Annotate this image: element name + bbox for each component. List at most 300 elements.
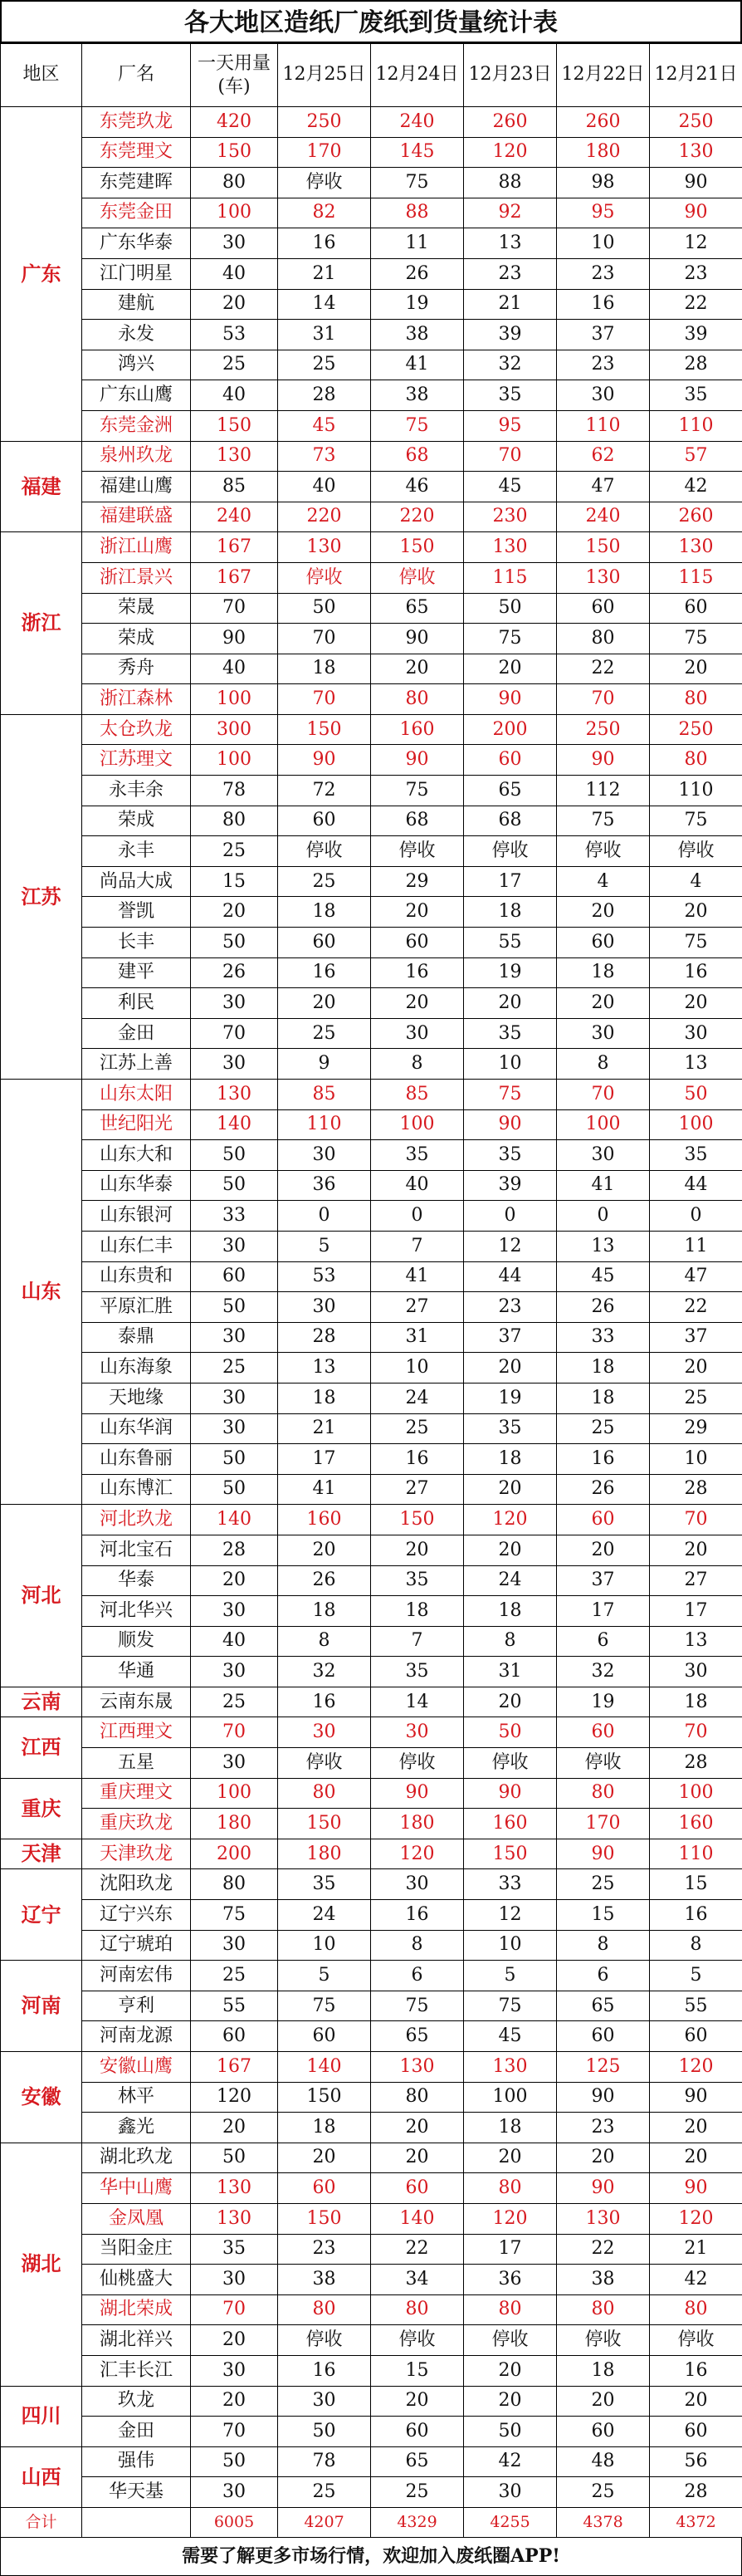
arrival-value-cell: 21 bbox=[278, 258, 371, 289]
arrival-value-cell: 30 bbox=[557, 1140, 650, 1171]
arrival-value-cell: 30 bbox=[557, 380, 650, 411]
table-row bbox=[1, 2173, 742, 2204]
arrival-value-cell: 62 bbox=[557, 441, 650, 472]
arrival-value-cell: 24 bbox=[371, 1383, 464, 1413]
daily-use-cell: 40 bbox=[191, 380, 278, 411]
arrival-value-cell: 18 bbox=[464, 897, 557, 928]
arrival-value-cell: 160 bbox=[371, 714, 464, 745]
daily-use-cell: 130 bbox=[191, 2173, 278, 2204]
daily-use-cell: 28 bbox=[191, 1535, 278, 1565]
arrival-value-cell: 停收 bbox=[278, 2325, 371, 2356]
arrival-value-cell: 46 bbox=[371, 472, 464, 502]
arrival-value-cell: 17 bbox=[464, 2234, 557, 2265]
factory-name-cell: 长丰 bbox=[82, 928, 191, 958]
table-row bbox=[1, 1748, 742, 1779]
table-row bbox=[1, 198, 742, 228]
factory-name-cell: 山东太阳 bbox=[82, 1080, 191, 1110]
factory-name-cell: 世纪阳光 bbox=[82, 1109, 191, 1140]
factory-name-cell: 重庆玖龙 bbox=[82, 1809, 191, 1839]
arrival-value-cell: 13 bbox=[650, 1049, 742, 1080]
arrival-value-cell: 20 bbox=[371, 988, 464, 1019]
arrival-value-cell: 19 bbox=[557, 1687, 650, 1717]
arrival-value-cell: 停收 bbox=[371, 2325, 464, 2356]
arrival-value-cell: 48 bbox=[557, 2446, 650, 2477]
daily-use-cell: 40 bbox=[191, 1626, 278, 1657]
factory-name-cell: 平原汇胜 bbox=[82, 1292, 191, 1323]
arrival-value-cell: 30 bbox=[371, 1869, 464, 1900]
header-date-4: 12月22日 bbox=[557, 44, 650, 107]
arrival-value-cell: 250 bbox=[650, 714, 742, 745]
arrival-value-cell: 33 bbox=[464, 1869, 557, 1900]
arrival-value-cell: 80 bbox=[464, 2294, 557, 2325]
region-cell: 广东 bbox=[1, 107, 82, 442]
factory-name-cell: 沈阳玖龙 bbox=[82, 1869, 191, 1900]
factory-name-cell: 山东华泰 bbox=[82, 1170, 191, 1201]
arrival-value-cell: 35 bbox=[371, 1657, 464, 1687]
arrival-value-cell: 停收 bbox=[650, 2325, 742, 2356]
arrival-value-cell: 停收 bbox=[278, 1748, 371, 1779]
arrival-value-cell: 38 bbox=[371, 380, 464, 411]
total-value: 4255 bbox=[464, 2507, 557, 2537]
table-row bbox=[1, 2234, 742, 2265]
arrival-value-cell: 11 bbox=[371, 228, 464, 259]
arrival-value-cell: 75 bbox=[278, 1991, 371, 2021]
arrival-value-cell: 35 bbox=[464, 380, 557, 411]
arrival-value-cell: 18 bbox=[464, 1596, 557, 1627]
arrival-value-cell: 70 bbox=[650, 1505, 742, 1535]
daily-use-cell: 300 bbox=[191, 714, 278, 745]
arrival-value-cell: 20 bbox=[650, 897, 742, 928]
arrival-value-cell: 34 bbox=[371, 2265, 464, 2295]
table-row bbox=[1, 1991, 742, 2021]
factory-name-cell: 山东博汇 bbox=[82, 1474, 191, 1505]
factory-name-cell: 华泰 bbox=[82, 1565, 191, 1596]
arrival-value-cell: 50 bbox=[650, 1080, 742, 1110]
arrival-value-cell: 16 bbox=[278, 1687, 371, 1717]
factory-name-cell: 山东银河 bbox=[82, 1201, 191, 1232]
table-row bbox=[1, 836, 742, 867]
arrival-value-cell: 250 bbox=[278, 107, 371, 138]
daily-use-cell: 100 bbox=[191, 684, 278, 715]
header-date-5: 12月21日 bbox=[650, 44, 742, 107]
arrival-value-cell: 38 bbox=[278, 2265, 371, 2295]
factory-name-cell: 尚品大成 bbox=[82, 866, 191, 897]
table-row bbox=[1, 1596, 742, 1627]
arrival-value-cell: 39 bbox=[650, 320, 742, 350]
arrival-value-cell: 110 bbox=[650, 410, 742, 441]
factory-name-cell: 泉州玖龙 bbox=[82, 441, 191, 472]
arrival-value-cell: 19 bbox=[464, 1383, 557, 1413]
arrival-value-cell: 20 bbox=[650, 2113, 742, 2143]
arrival-value-cell: 70 bbox=[278, 684, 371, 715]
arrival-value-cell: 70 bbox=[557, 684, 650, 715]
arrival-value-cell: 36 bbox=[278, 1170, 371, 1201]
factory-name-cell: 江苏上善 bbox=[82, 1049, 191, 1080]
arrival-table bbox=[0, 43, 742, 2538]
arrival-value-cell: 20 bbox=[650, 2143, 742, 2173]
arrival-value-cell: 80 bbox=[557, 624, 650, 654]
daily-use-cell: 30 bbox=[191, 988, 278, 1019]
arrival-value-cell: 停收 bbox=[557, 1748, 650, 1779]
arrival-value-cell: 85 bbox=[278, 1080, 371, 1110]
arrival-value-cell: 260 bbox=[557, 107, 650, 138]
arrival-value-cell: 20 bbox=[464, 1353, 557, 1383]
table-row bbox=[1, 2477, 742, 2508]
arrival-value-cell: 80 bbox=[278, 1778, 371, 1809]
arrival-value-cell: 200 bbox=[464, 714, 557, 745]
arrival-value-cell: 17 bbox=[650, 1596, 742, 1627]
factory-name-cell: 山东贵和 bbox=[82, 1261, 191, 1292]
daily-use-cell: 55 bbox=[191, 1991, 278, 2021]
arrival-value-cell: 13 bbox=[278, 1353, 371, 1383]
arrival-value-cell: 28 bbox=[278, 380, 371, 411]
arrival-value-cell: 55 bbox=[464, 928, 557, 958]
arrival-value-cell: 20 bbox=[371, 1535, 464, 1565]
arrival-value-cell: 18 bbox=[557, 957, 650, 988]
table-row bbox=[1, 1778, 742, 1809]
factory-name-cell: 山东鲁丽 bbox=[82, 1444, 191, 1475]
header-row bbox=[1, 44, 742, 107]
arrival-value-cell: 8 bbox=[371, 1049, 464, 1080]
arrival-value-cell: 130 bbox=[278, 532, 371, 563]
arrival-value-cell: 15 bbox=[650, 1869, 742, 1900]
arrival-value-cell: 90 bbox=[371, 624, 464, 654]
arrival-value-cell: 停收 bbox=[278, 168, 371, 198]
daily-use-cell: 30 bbox=[191, 1049, 278, 1080]
arrival-value-cell: 75 bbox=[464, 624, 557, 654]
daily-use-cell: 60 bbox=[191, 2021, 278, 2052]
daily-use-cell: 25 bbox=[191, 836, 278, 867]
table-row bbox=[1, 1049, 742, 1080]
arrival-value-cell: 8 bbox=[557, 1049, 650, 1080]
arrival-value-cell: 35 bbox=[650, 380, 742, 411]
factory-name-cell: 河北华兴 bbox=[82, 1596, 191, 1627]
total-row bbox=[1, 2507, 742, 2537]
daily-use-cell: 240 bbox=[191, 502, 278, 532]
arrival-value-cell: 35 bbox=[464, 1018, 557, 1049]
daily-use-cell: 140 bbox=[191, 1109, 278, 1140]
arrival-value-cell: 35 bbox=[650, 1140, 742, 1171]
arrival-value-cell: 75 bbox=[371, 168, 464, 198]
factory-name-cell: 江西理文 bbox=[82, 1717, 191, 1748]
daily-use-cell: 120 bbox=[191, 2082, 278, 2113]
arrival-value-cell: 130 bbox=[371, 2052, 464, 2083]
arrival-value-cell: 20 bbox=[371, 654, 464, 684]
arrival-value-cell: 130 bbox=[650, 532, 742, 563]
arrival-value-cell: 25 bbox=[278, 1018, 371, 1049]
table-row bbox=[1, 2417, 742, 2447]
arrival-value-cell: 95 bbox=[464, 410, 557, 441]
arrival-value-cell: 75 bbox=[557, 806, 650, 836]
factory-name-cell: 东莞金洲 bbox=[82, 410, 191, 441]
arrival-value-cell: 75 bbox=[464, 1080, 557, 1110]
arrival-value-cell: 7 bbox=[371, 1231, 464, 1261]
arrival-value-cell: 12 bbox=[650, 228, 742, 259]
factory-name-cell: 云南东晟 bbox=[82, 1687, 191, 1717]
arrival-value-cell: 28 bbox=[650, 350, 742, 380]
arrival-value-cell: 65 bbox=[371, 593, 464, 624]
factory-name-cell: 建航 bbox=[82, 289, 191, 320]
arrival-value-cell: 80 bbox=[371, 2082, 464, 2113]
arrival-value-cell: 20 bbox=[278, 988, 371, 1019]
daily-use-cell: 50 bbox=[191, 1170, 278, 1201]
region-cell: 江苏 bbox=[1, 714, 82, 1079]
table-row bbox=[1, 1444, 742, 1475]
arrival-value-cell: 15 bbox=[557, 1900, 650, 1931]
daily-use-cell: 15 bbox=[191, 866, 278, 897]
arrival-value-cell: 18 bbox=[278, 2113, 371, 2143]
daily-use-cell: 70 bbox=[191, 2417, 278, 2447]
arrival-value-cell: 30 bbox=[278, 1717, 371, 1748]
table-row bbox=[1, 380, 742, 411]
arrival-value-cell: 30 bbox=[464, 2477, 557, 2508]
arrival-value-cell: 100 bbox=[650, 1109, 742, 1140]
arrival-value-cell: 73 bbox=[278, 441, 371, 472]
arrival-value-cell: 23 bbox=[650, 258, 742, 289]
arrival-value-cell: 17 bbox=[278, 1444, 371, 1475]
factory-name-cell: 华中山鹰 bbox=[82, 2173, 191, 2204]
factory-name-cell: 金田 bbox=[82, 2417, 191, 2447]
arrival-value-cell: 90 bbox=[557, 2173, 650, 2204]
table-row bbox=[1, 441, 742, 472]
arrival-value-cell: 60 bbox=[557, 1717, 650, 1748]
arrival-value-cell: 18 bbox=[557, 1353, 650, 1383]
arrival-value-cell: 60 bbox=[278, 2173, 371, 2204]
factory-name-cell: 东莞理文 bbox=[82, 137, 191, 168]
arrival-value-cell: 20 bbox=[464, 2143, 557, 2173]
daily-use-cell: 33 bbox=[191, 1201, 278, 1232]
arrival-value-cell: 160 bbox=[464, 1809, 557, 1839]
factory-name-cell: 荣晟 bbox=[82, 593, 191, 624]
daily-use-cell: 30 bbox=[191, 1657, 278, 1687]
arrival-value-cell: 16 bbox=[557, 1444, 650, 1475]
arrival-value-cell: 16 bbox=[278, 228, 371, 259]
arrival-value-cell: 45 bbox=[278, 410, 371, 441]
region-cell: 天津 bbox=[1, 1839, 82, 1869]
arrival-value-cell: 150 bbox=[464, 1839, 557, 1869]
factory-name-cell: 辽宁琥珀 bbox=[82, 1930, 191, 1961]
header-region: 地区 bbox=[1, 44, 82, 107]
factory-name-cell: 仙桃盛大 bbox=[82, 2265, 191, 2295]
arrival-value-cell: 80 bbox=[278, 2294, 371, 2325]
arrival-value-cell: 25 bbox=[557, 2477, 650, 2508]
factory-name-cell: 东莞建晖 bbox=[82, 168, 191, 198]
arrival-value-cell: 38 bbox=[371, 320, 464, 350]
daily-use-cell: 167 bbox=[191, 532, 278, 563]
table-row bbox=[1, 2021, 742, 2052]
table-row bbox=[1, 2294, 742, 2325]
table-row bbox=[1, 957, 742, 988]
arrival-value-cell: 20 bbox=[278, 1535, 371, 1565]
daily-use-cell: 70 bbox=[191, 1717, 278, 1748]
arrival-value-cell: 41 bbox=[278, 1474, 371, 1505]
factory-name-cell: 河南龙源 bbox=[82, 2021, 191, 2052]
arrival-value-cell: 145 bbox=[371, 137, 464, 168]
table-row bbox=[1, 2203, 742, 2234]
daily-use-cell: 80 bbox=[191, 806, 278, 836]
table-row bbox=[1, 776, 742, 806]
table-row bbox=[1, 806, 742, 836]
arrival-value-cell: 50 bbox=[464, 1717, 557, 1748]
arrival-value-cell: 16 bbox=[371, 1444, 464, 1475]
arrival-value-cell: 12 bbox=[464, 1900, 557, 1931]
table-header bbox=[1, 44, 742, 107]
daily-use-cell: 100 bbox=[191, 198, 278, 228]
arrival-value-cell: 5 bbox=[278, 1231, 371, 1261]
factory-name-cell: 亨利 bbox=[82, 1991, 191, 2021]
arrival-value-cell: 6 bbox=[371, 1961, 464, 1991]
arrival-value-cell: 90 bbox=[371, 745, 464, 776]
factory-name-cell: 利民 bbox=[82, 988, 191, 1019]
table-row bbox=[1, 2325, 742, 2356]
arrival-value-cell: 60 bbox=[278, 928, 371, 958]
arrival-value-cell: 16 bbox=[650, 957, 742, 988]
region-cell: 四川 bbox=[1, 2386, 82, 2446]
daily-use-cell: 25 bbox=[191, 1353, 278, 1383]
daily-use-cell: 20 bbox=[191, 2386, 278, 2417]
arrival-value-cell: 10 bbox=[371, 1353, 464, 1383]
arrival-value-cell: 47 bbox=[650, 1261, 742, 1292]
arrival-value-cell: 23 bbox=[557, 350, 650, 380]
arrival-value-cell: 75 bbox=[650, 624, 742, 654]
factory-name-cell: 山东海象 bbox=[82, 1353, 191, 1383]
arrival-value-cell: 20 bbox=[371, 2143, 464, 2173]
arrival-value-cell: 25 bbox=[278, 866, 371, 897]
arrival-value-cell: 80 bbox=[557, 1778, 650, 1809]
arrival-value-cell: 停收 bbox=[557, 2325, 650, 2356]
factory-name-cell: 湖北祥兴 bbox=[82, 2325, 191, 2356]
daily-use-cell: 167 bbox=[191, 562, 278, 593]
arrival-value-cell: 100 bbox=[371, 1109, 464, 1140]
arrival-value-cell: 60 bbox=[371, 2173, 464, 2204]
daily-use-cell: 30 bbox=[191, 1231, 278, 1261]
table-row bbox=[1, 1140, 742, 1171]
daily-use-cell: 30 bbox=[191, 1413, 278, 1444]
arrival-value-cell: 18 bbox=[557, 2355, 650, 2386]
arrival-value-cell: 6 bbox=[557, 1961, 650, 1991]
arrival-value-cell: 22 bbox=[557, 2234, 650, 2265]
table-row bbox=[1, 1322, 742, 1353]
daily-use-cell: 30 bbox=[191, 1748, 278, 1779]
region-cell: 云南 bbox=[1, 1687, 82, 1717]
arrival-value-cell: 20 bbox=[371, 2113, 464, 2143]
arrival-value-cell: 停收 bbox=[371, 1748, 464, 1779]
table-row bbox=[1, 1383, 742, 1413]
arrival-value-cell: 110 bbox=[557, 410, 650, 441]
arrival-value-cell: 100 bbox=[464, 2082, 557, 2113]
table-row bbox=[1, 1018, 742, 1049]
region-cell: 湖北 bbox=[1, 2143, 82, 2386]
arrival-value-cell: 160 bbox=[650, 1809, 742, 1839]
arrival-value-cell: 120 bbox=[464, 1505, 557, 1535]
arrival-value-cell: 23 bbox=[464, 258, 557, 289]
arrival-value-cell: 30 bbox=[278, 2386, 371, 2417]
header-date-2: 12月24日 bbox=[371, 44, 464, 107]
table-row bbox=[1, 654, 742, 684]
arrival-value-cell: 50 bbox=[278, 2417, 371, 2447]
arrival-value-cell: 20 bbox=[464, 654, 557, 684]
table-row bbox=[1, 1109, 742, 1140]
table-row bbox=[1, 1930, 742, 1961]
arrival-value-cell: 20 bbox=[650, 1353, 742, 1383]
arrival-value-cell: 30 bbox=[278, 1292, 371, 1323]
arrival-value-cell: 26 bbox=[371, 258, 464, 289]
daily-use-cell: 30 bbox=[191, 1930, 278, 1961]
arrival-value-cell: 22 bbox=[557, 654, 650, 684]
header-date-1: 12月25日 bbox=[278, 44, 371, 107]
arrival-value-cell: 20 bbox=[278, 2143, 371, 2173]
footer-banner: 需要了解更多市场行情，欢迎加入废纸圈APP! bbox=[0, 2538, 742, 2576]
table-footer bbox=[1, 2507, 742, 2537]
arrival-value-cell: 37 bbox=[464, 1322, 557, 1353]
arrival-value-cell: 10 bbox=[464, 1930, 557, 1961]
arrival-value-cell: 30 bbox=[650, 1018, 742, 1049]
total-value: 4378 bbox=[557, 2507, 650, 2537]
arrival-value-cell: 29 bbox=[371, 866, 464, 897]
arrival-value-cell: 90 bbox=[464, 684, 557, 715]
arrival-value-cell: 60 bbox=[371, 928, 464, 958]
table-row bbox=[1, 320, 742, 350]
factory-name-cell: 金凤凰 bbox=[82, 2203, 191, 2234]
arrival-value-cell: 120 bbox=[464, 2203, 557, 2234]
arrival-value-cell: 110 bbox=[278, 1109, 371, 1140]
daily-use-cell: 25 bbox=[191, 1687, 278, 1717]
table-row bbox=[1, 1535, 742, 1565]
table-row bbox=[1, 1626, 742, 1657]
factory-name-cell: 山东大和 bbox=[82, 1140, 191, 1171]
arrival-value-cell: 18 bbox=[371, 1596, 464, 1627]
table-row bbox=[1, 350, 742, 380]
arrival-value-cell: 20 bbox=[557, 1535, 650, 1565]
factory-name-cell: 誉凯 bbox=[82, 897, 191, 928]
factory-name-cell: 林平 bbox=[82, 2082, 191, 2113]
arrival-value-cell: 35 bbox=[371, 1140, 464, 1171]
arrival-value-cell: 18 bbox=[650, 1687, 742, 1717]
arrival-value-cell: 60 bbox=[557, 1505, 650, 1535]
arrival-value-cell: 41 bbox=[371, 1261, 464, 1292]
table-row bbox=[1, 1170, 742, 1201]
arrival-value-cell: 16 bbox=[278, 957, 371, 988]
arrival-value-cell: 32 bbox=[278, 1657, 371, 1687]
arrival-value-cell: 170 bbox=[557, 1809, 650, 1839]
arrival-value-cell: 57 bbox=[650, 441, 742, 472]
header-date-3: 12月23日 bbox=[464, 44, 557, 107]
table-row bbox=[1, 472, 742, 502]
factory-name-cell: 浙江山鹰 bbox=[82, 532, 191, 563]
table-row bbox=[1, 1565, 742, 1596]
arrival-value-cell: 18 bbox=[464, 1444, 557, 1475]
arrival-value-cell: 150 bbox=[278, 1809, 371, 1839]
arrival-value-cell: 55 bbox=[650, 1991, 742, 2021]
table-row bbox=[1, 988, 742, 1019]
table-row bbox=[1, 2446, 742, 2477]
arrival-value-cell: 70 bbox=[650, 1717, 742, 1748]
arrival-value-cell: 115 bbox=[650, 562, 742, 593]
arrival-value-cell: 70 bbox=[278, 624, 371, 654]
arrival-value-cell: 170 bbox=[278, 137, 371, 168]
table-row bbox=[1, 1687, 742, 1717]
factory-name-cell: 天地缘 bbox=[82, 1383, 191, 1413]
arrival-value-cell: 75 bbox=[464, 1991, 557, 2021]
arrival-value-cell: 12 bbox=[464, 1231, 557, 1261]
arrival-value-cell: 8 bbox=[650, 1930, 742, 1961]
factory-name-cell: 浙江景兴 bbox=[82, 562, 191, 593]
arrival-value-cell: 60 bbox=[371, 2417, 464, 2447]
arrival-value-cell: 90 bbox=[650, 168, 742, 198]
factory-name-cell: 汇丰长江 bbox=[82, 2355, 191, 2386]
daily-use-cell: 78 bbox=[191, 776, 278, 806]
arrival-value-cell: 80 bbox=[650, 684, 742, 715]
